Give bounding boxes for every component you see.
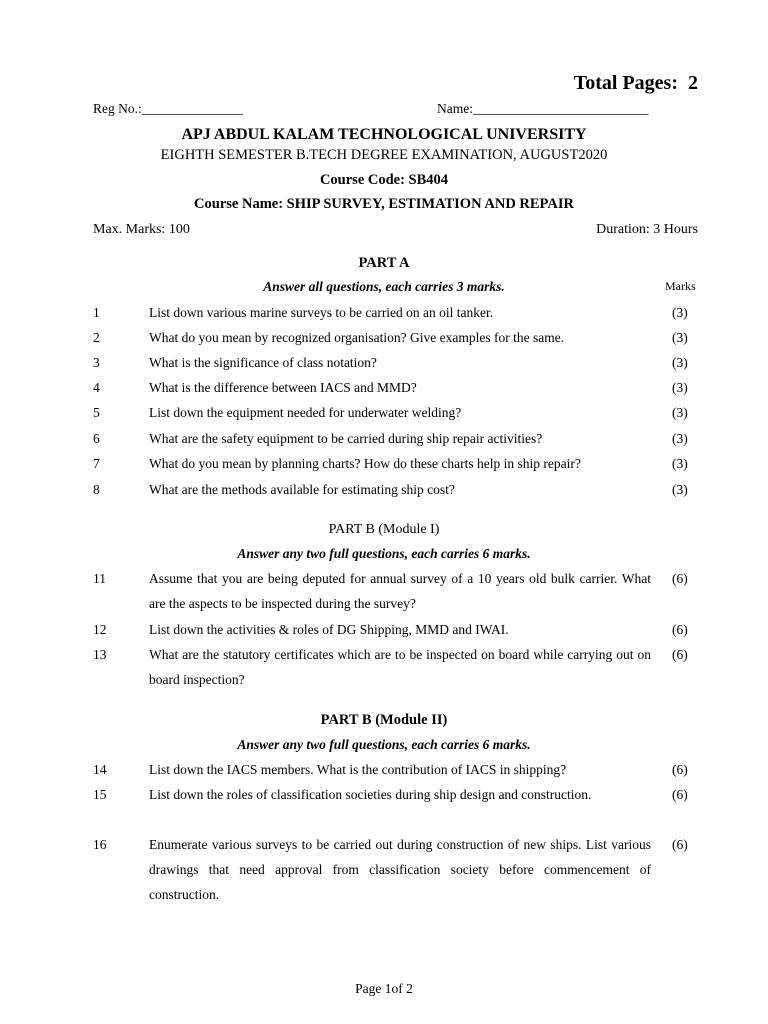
university-name: APJ ABDUL KALAM TECHNOLOGICAL UNIVERSITY (181, 126, 587, 143)
question-marks: (3) (672, 456, 688, 471)
course-code: Course Code: SB404 (319, 172, 449, 188)
total-pages: Total Pages: 2 (573, 72, 698, 94)
reg-no-field: Reg No.:_______________ (93, 101, 243, 116)
question-number: 8 (93, 482, 100, 497)
marks-column-heading: Marks (665, 279, 696, 293)
question-marks: (3) (672, 380, 688, 395)
question-text: Enumerate various surveys to be carried out during construction of new ships. List various drawings that need approval from classification society before commencement of construction. (149, 837, 651, 902)
question-number: 3 (93, 355, 100, 370)
question-marks: (3) (672, 330, 688, 345)
question-marks: (6) (672, 837, 688, 852)
question-marks: (3) (672, 305, 688, 320)
question-text: Assume that you are being deputed for annual survey of a 10 years old bulk carrier. What are the aspects to be inspected during the survey? (149, 571, 651, 611)
part-b-module-2-instruction: Answer any two full questions, each carries 6 marks. (237, 737, 531, 752)
exam-title: EIGHTH SEMESTER B.TECH DEGREE EXAMINATION, AUGUST2020 (160, 147, 608, 163)
name-field: Name:__________________________ (437, 101, 649, 116)
question-marks: (6) (672, 787, 688, 802)
question-number: 12 (93, 622, 107, 637)
question-text: List down the activities & roles of DG Shipping, MMD and IWAI. (149, 622, 509, 637)
question-text: What are the statutory certificates which are to be inspected on board while carrying out on board inspection? (149, 647, 651, 687)
question-text: List down the IACS members. What is the contribution of IACS in shipping? (149, 762, 567, 777)
course-name: Course Name: SHIP SURVEY, ESTIMATION AND REPAIR (194, 196, 574, 212)
question-text: What is the significance of class notation? (149, 355, 377, 370)
question-marks: (3) (672, 405, 688, 420)
question-number: 7 (93, 456, 100, 471)
question-number: 13 (93, 647, 107, 662)
part-b-module-2-heading: PART B (Module II) (320, 712, 448, 728)
question-text: What do you mean by planning charts? How do these charts help in ship repair? (149, 456, 581, 471)
question-text: List down the roles of classification societies during ship design and construction. (149, 787, 592, 802)
question-number: 6 (93, 431, 100, 446)
question-number: 4 (93, 380, 100, 395)
question-text: List down the equipment needed for underwater welding? (149, 405, 462, 420)
question-number: 16 (93, 837, 107, 852)
question-marks: (6) (672, 571, 688, 586)
question-marks: (6) (672, 622, 688, 637)
question-text: What are the safety equipment to be carried during ship repair activities? (149, 431, 543, 446)
question-number: 14 (93, 762, 107, 777)
question-number: 15 (93, 787, 107, 802)
question-number: 11 (93, 571, 106, 586)
question-marks: (6) (672, 647, 688, 662)
question-text: List down various marine surveys to be carried on an oil tanker. (149, 305, 494, 320)
question-number: 1 (93, 305, 100, 320)
page-number: Page 1of 2 (355, 981, 413, 996)
part-a-heading: PART A (358, 255, 410, 271)
question-text: What are the methods available for estimating ship cost? (149, 482, 455, 497)
part-b-module-1-heading: PART B (Module I) (328, 522, 440, 537)
part-b-module-1-instruction: Answer any two full questions, each carries 6 marks. (237, 546, 531, 561)
duration: Duration: 3 Hours (596, 222, 698, 237)
question-marks: (3) (672, 355, 688, 370)
question-number: 2 (93, 330, 100, 345)
question-marks: (6) (672, 762, 688, 777)
question-text: What is the difference between IACS and MMD? (149, 380, 417, 395)
question-number: 5 (93, 405, 100, 420)
question-marks: (3) (672, 431, 688, 446)
question-text: What do you mean by recognized organisation? Give examples for the same. (149, 330, 565, 345)
max-marks: Max. Marks: 100 (93, 222, 190, 237)
question-marks: (3) (672, 482, 688, 497)
part-a-instruction: Answer all questions, each carries 3 marks. (263, 279, 505, 294)
